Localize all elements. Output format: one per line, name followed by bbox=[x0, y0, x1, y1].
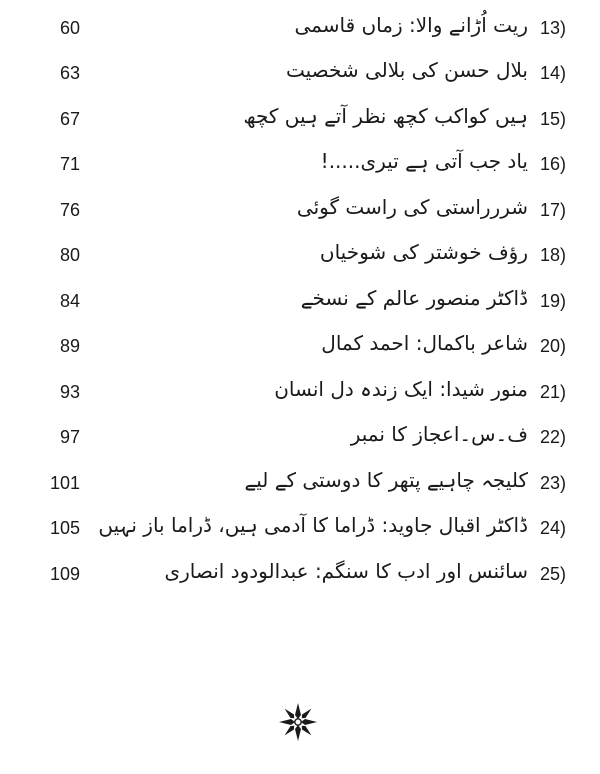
toc-row bbox=[0, 556, 600, 596]
toc-row bbox=[0, 10, 600, 50]
toc-page-number: 84 bbox=[59, 291, 80, 311]
toc-entry-title: رؤف خوشتر کی شوخیاں bbox=[319, 240, 528, 264]
toc-row bbox=[0, 465, 600, 505]
toc-page-number: 80 bbox=[59, 245, 80, 265]
toc-row bbox=[0, 510, 600, 550]
toc-entry-number: 13) bbox=[540, 18, 567, 38]
toc-row bbox=[0, 55, 600, 95]
toc-entry-title: ڈاکٹر اقبال جاوید: ڈراما کا آدمی ہیں، ڈراما باز نہیں bbox=[98, 513, 528, 537]
toc-entry-title: یاد جب آتی ہے تیری.....! bbox=[320, 149, 528, 173]
toc-row bbox=[0, 419, 600, 459]
toc-page-number: 101 bbox=[49, 473, 80, 493]
toc-page-number: 60 bbox=[59, 18, 80, 38]
toc-entry-title: ہیں کواکب کچھ نظر آتے ہیں کچھ bbox=[243, 104, 528, 128]
toc-row bbox=[0, 237, 600, 277]
toc-page-number: 76 bbox=[59, 200, 80, 220]
toc-entry-title: سائنس اور ادب کا سنگم: عبدالودود انصاری bbox=[164, 559, 528, 583]
toc-entry-number: 18) bbox=[540, 245, 567, 265]
toc-entry-number: 14) bbox=[540, 63, 567, 83]
toc-page-number: 71 bbox=[59, 154, 80, 174]
toc-page-number: 63 bbox=[59, 63, 80, 83]
toc-entry-title: بلال حسن کی بلالی شخصیت bbox=[285, 58, 528, 82]
toc-entry-number: 17) bbox=[540, 200, 567, 220]
toc-entry-number: 22) bbox=[540, 427, 567, 447]
toc-row bbox=[0, 146, 600, 186]
toc-entry-number: 15) bbox=[540, 109, 567, 129]
toc-entry-title: شاعر باکمال: احمد کمال bbox=[321, 331, 528, 355]
toc-row bbox=[0, 192, 600, 232]
toc-entry-number: 21) bbox=[540, 382, 567, 402]
star-center bbox=[295, 719, 301, 725]
toc-entry-number: 24) bbox=[540, 518, 567, 538]
toc-row bbox=[0, 283, 600, 323]
toc-page-number: 109 bbox=[49, 564, 80, 584]
toc-entry-number: 25) bbox=[540, 564, 567, 584]
toc-entry-number: 20) bbox=[540, 336, 567, 356]
toc-entry-title: ڈاکٹر منصور عالم کے نسخے bbox=[300, 286, 528, 310]
toc-page-number: 105 bbox=[49, 518, 80, 538]
toc-page-number: 67 bbox=[59, 109, 80, 129]
toc-page-number: 97 bbox=[59, 427, 80, 447]
toc-row bbox=[0, 328, 600, 368]
toc-page-number: 93 bbox=[59, 382, 80, 402]
toc-row bbox=[0, 101, 600, 141]
toc-entry-number: 16) bbox=[540, 154, 567, 174]
toc-entry-title: ف۔س۔اعجاز کا نمبر bbox=[350, 422, 528, 446]
toc-entry-title: شررراستی کی راست گوئی bbox=[296, 195, 528, 219]
toc-entry-number: 23) bbox=[540, 473, 567, 493]
toc-entry-title: منور شیدا: ایک زندہ دل انسان bbox=[274, 377, 528, 401]
toc-row bbox=[0, 374, 600, 414]
toc-entry-number: 19) bbox=[540, 291, 567, 311]
toc-entry-title: ریت اُڑانے والا: زماں قاسمی bbox=[294, 13, 528, 37]
eight-point-star-ornament-icon bbox=[278, 702, 318, 742]
toc-entry-title: کلیجہ چاہیے پتھر کا دوستی کے لیے bbox=[244, 468, 528, 492]
toc-page-number: 89 bbox=[59, 336, 80, 356]
